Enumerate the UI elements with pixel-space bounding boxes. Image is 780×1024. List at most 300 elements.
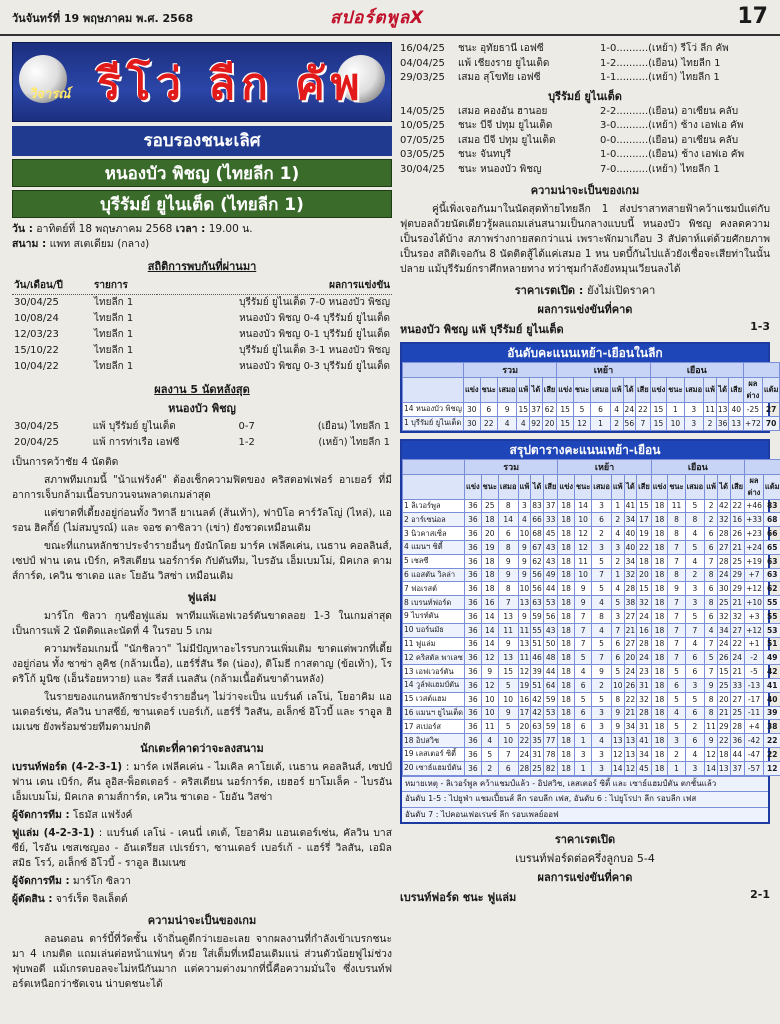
column-header: เสมอ xyxy=(497,378,517,403)
stat-cell: 18 xyxy=(651,706,668,720)
stat-cell: 17 xyxy=(637,513,652,527)
stat-cell: 18 xyxy=(651,651,668,665)
stat-cell: 6 xyxy=(685,665,705,679)
home-lineup-players: มาร์ค เฟลีคเค่น - ไมเคิล คาโยเด้, เนธาน คอลลินส์, เซปป์ ฟาน เดน เบิร์ก, คีน ลูอิส-พ็อตเตอร์ - คริสเตียน นอร์การ์ด, เยฮอร์ ยาโมเล็ค - ไบรอัน เอ็มเบมโม่, มิคเกล ดามส์การ์ด, เควิน ชาเดอ - โยอัน วิสซ่า xyxy=(12,761,392,803)
stat-cell: 43 xyxy=(543,623,558,637)
stat-cell: 7 xyxy=(705,665,718,679)
stat-cell: 4 xyxy=(611,527,624,541)
column-header: แพ้ xyxy=(610,378,623,403)
stat-cell: 6 xyxy=(592,513,612,527)
goal-diff-cell: +7 xyxy=(745,568,764,582)
stat-cell: 2 xyxy=(685,720,705,734)
blank-header xyxy=(743,363,779,378)
referee xyxy=(12,892,392,907)
stat-cell: 25 xyxy=(730,554,745,568)
stat-cell: 9 xyxy=(705,734,718,748)
stat-cell: 31 xyxy=(637,720,652,734)
stat-cell: 2 xyxy=(611,513,624,527)
stat-cell: 4 xyxy=(592,734,612,748)
stat-cell: 8 xyxy=(668,568,685,582)
stat-cell: 18 xyxy=(558,734,575,748)
points-cell: 22 xyxy=(763,734,780,748)
stat-cell: 49 xyxy=(543,568,558,582)
sub-header-row xyxy=(403,378,780,403)
stat-cell: 11 xyxy=(668,499,685,513)
stat-cell: 7 xyxy=(668,554,685,568)
stat-cell: 12 xyxy=(624,761,637,775)
goal-diff-cell: +1 xyxy=(745,637,764,651)
stat-cell: 27 xyxy=(730,623,745,637)
stat-cell: 6 xyxy=(591,403,611,417)
stat-cell: 18 xyxy=(651,734,668,748)
stat-cell: 66 xyxy=(531,513,544,527)
stat-cell: 3 xyxy=(611,540,624,554)
list-item xyxy=(400,163,770,178)
result-match: เสมอ คองอัน ฮานอย xyxy=(458,105,548,117)
stat-cell: 5 xyxy=(573,403,590,417)
result-detail: 3-0..........(เหย้า) ช้าง เอฟเอ คัพ xyxy=(600,120,744,131)
stat-cell: 7 xyxy=(498,747,518,761)
table-row xyxy=(12,311,392,327)
points-cell: 38 xyxy=(763,720,780,734)
stat-cell: 8 xyxy=(705,596,718,610)
stat-cell: 18 xyxy=(558,609,575,623)
group-away: เยือน xyxy=(650,363,743,378)
result-date: 29/03/25 xyxy=(400,72,445,83)
stat-cell: 4 xyxy=(592,623,612,637)
stat-cell: 36 xyxy=(465,596,482,610)
h2h-date: 12/03/23 xyxy=(14,329,59,340)
stat-cell: 18 xyxy=(558,706,575,720)
last5-detail: (เหย้า) ไทยลีก 1 xyxy=(318,437,390,448)
result-detail: 2-2..........(เยือน) อาเซียน คลับ xyxy=(600,105,739,117)
stat-cell: 18 xyxy=(558,747,575,761)
stat-cell: 21 xyxy=(730,665,745,679)
stat-cell: 25 xyxy=(531,761,544,775)
goal-diff-cell: -5 xyxy=(745,665,764,679)
stat-cell: 7 xyxy=(705,554,718,568)
stat-cell: 10 xyxy=(498,692,518,706)
stat-cell: 18 xyxy=(651,761,668,775)
away-manager xyxy=(12,874,392,889)
list-item xyxy=(400,42,770,57)
stat-cell: 24 xyxy=(730,651,745,665)
goal-diff-cell: -17 xyxy=(745,692,764,706)
h2h-date: 15/10/22 xyxy=(14,345,59,356)
stat-cell: 37 xyxy=(730,761,745,775)
match-chance-title: ความน่าจะเป็นของเกม xyxy=(530,184,640,197)
goal-diff-cell: +72 xyxy=(743,416,762,430)
points-cell: 70 xyxy=(762,416,780,430)
banner-title: รีโว่ ลีก คัพ xyxy=(97,59,366,110)
column-header: ได้ xyxy=(531,474,544,499)
stat-cell: 18 xyxy=(651,747,668,761)
stat-cell: 15 xyxy=(650,416,667,430)
h2h-date: 30/04/25 xyxy=(14,297,59,308)
team-name: 17 สเปอร์ส xyxy=(403,720,465,734)
stat-cell: 83 xyxy=(531,499,544,513)
stat-cell: 5 xyxy=(685,609,705,623)
stat-cell: 9 xyxy=(705,678,718,692)
stat-cell: 22 xyxy=(636,403,651,417)
table-row xyxy=(403,499,780,513)
stat-cell: 9 xyxy=(518,568,531,582)
odds-line xyxy=(400,281,770,299)
stat-cell: 21 xyxy=(717,706,730,720)
stat-cell: 20 xyxy=(637,568,652,582)
stat-cell: 18 xyxy=(558,665,575,679)
stat-cell: 9 xyxy=(481,665,498,679)
stat-cell: 59 xyxy=(531,609,544,623)
stat-cell: 24 xyxy=(717,568,730,582)
stat-cell: 18 xyxy=(651,513,668,527)
result-detail: 7-0..........(เหย้า) ไทยลีก 1 xyxy=(600,163,720,175)
result-date: 07/05/25 xyxy=(400,134,445,146)
stat-cell: 2 xyxy=(610,416,623,430)
stat-cell: 42 xyxy=(531,706,544,720)
stat-cell: 32 xyxy=(717,513,730,527)
stat-cell: 36 xyxy=(465,582,482,596)
stat-cell: 30 xyxy=(463,416,480,430)
stat-cell: 5 xyxy=(592,692,612,706)
stat-cell: 3 xyxy=(592,706,612,720)
stat-cell: 53 xyxy=(543,706,558,720)
stat-cell: 13 xyxy=(624,734,637,748)
stat-cell: 27 xyxy=(624,637,637,651)
team-name: 13 เอฟเวอร์ตัน xyxy=(403,665,465,679)
stat-cell: 18 xyxy=(481,554,498,568)
stat-cell: 15 xyxy=(717,665,730,679)
points-cell: 63 xyxy=(763,568,780,582)
stat-cell: 10 xyxy=(667,416,684,430)
stat-cell: 11 xyxy=(518,623,531,637)
table-row xyxy=(403,692,780,706)
predict-line xyxy=(400,320,770,338)
team-name: 6 แอสตัน วิลล่า xyxy=(403,568,465,582)
stat-cell: 13 xyxy=(611,734,624,748)
mini-table-body xyxy=(403,403,780,431)
stat-cell: 36 xyxy=(465,527,482,541)
title-banner xyxy=(12,42,392,122)
stat-cell: 9 xyxy=(668,582,685,596)
stat-cell: 22 xyxy=(730,637,745,651)
stat-cell: 62 xyxy=(531,554,544,568)
team-name: 5 เชลซี xyxy=(403,554,465,568)
stat-cell: 18 xyxy=(558,623,575,637)
team-name: 1 บุรีรัมย์ ยูไนเต็ด xyxy=(403,416,464,430)
column-header: ชนะ xyxy=(575,474,592,499)
h2h-col-event: รายการ xyxy=(92,277,157,295)
stat-cell: 36 xyxy=(465,678,482,692)
stat-cell: 5 xyxy=(668,692,685,706)
stat-cell: 33 xyxy=(730,678,745,692)
column-header: แข่ง xyxy=(558,474,575,499)
result-detail: 1-2..........(เยือน) ไทยลีก 1 xyxy=(600,57,721,69)
table-row xyxy=(12,295,392,312)
stat-cell: 36 xyxy=(465,747,482,761)
stat-cell: 7 xyxy=(668,623,685,637)
standings-note: อันดับ 7 : ไปคอนเฟอเรนซ์ ลีก รอบเพลย์ออฟ xyxy=(402,807,768,823)
points-cell: 42 xyxy=(763,665,780,679)
stat-cell: 25 xyxy=(481,499,498,513)
stat-cell: 2 xyxy=(592,527,612,541)
standings-table xyxy=(402,459,780,776)
stat-cell: 63 xyxy=(531,720,544,734)
referee-name: จาร์เร็ด จิลเล็ตต์ xyxy=(55,893,128,905)
stat-cell: 24 xyxy=(518,747,531,761)
column-header: เสีย xyxy=(542,378,557,403)
stat-cell: 20 xyxy=(481,527,498,541)
stat-cell: 45 xyxy=(637,761,652,775)
stat-cell: 14 xyxy=(481,623,498,637)
team-name: 12 คริสตัล พาเลซ xyxy=(403,651,465,665)
stat-cell: 19 xyxy=(481,540,498,554)
points-cell: 51 xyxy=(763,637,780,651)
standings-title: สรุปตารางคะแนนเหย้า-เยือน xyxy=(402,441,768,459)
stat-cell: 19 xyxy=(637,527,652,541)
table-row xyxy=(403,568,780,582)
h2h-result: หนองบัว พิชญ 0-3 บุรีรัมย์ ยูไนเต็ด xyxy=(239,361,390,372)
home-team-bar: หนองบัว พิชญ (ไทยลีก 1) xyxy=(12,159,392,187)
result-match: เสมอ บีจี ปทุม ยูไนเต็ด xyxy=(458,134,556,146)
stat-cell: 50 xyxy=(543,637,558,651)
group-total: รวม xyxy=(465,459,558,474)
stat-cell: 18 xyxy=(651,527,668,541)
stat-cell: 51 xyxy=(531,637,544,651)
stat-cell: 5 xyxy=(668,665,685,679)
stat-cell: 13 xyxy=(624,747,637,761)
stat-cell: 40 xyxy=(624,540,637,554)
points-cell: 68 xyxy=(763,513,780,527)
stat-cell: 4 xyxy=(668,706,685,720)
stat-cell: 31 xyxy=(637,678,652,692)
goal-diff-cell: -47 xyxy=(745,747,764,761)
stat-cell: 6 xyxy=(498,761,518,775)
last5-date: 30/04/25 xyxy=(14,421,59,432)
stat-cell: 30 xyxy=(463,403,480,417)
column-header: ได้ xyxy=(717,474,730,499)
bottom-odds-head: ราคาเรตเปิด xyxy=(554,833,616,847)
away-lineup: ฟูแล่ม (4-2-3-1) : แบร์นด์ เลโน่ - เคนนี่ เตเต้, โยอาคิม แอนเดอร์เซ่น, คัลวิน บาสซีย์, ไรอัน เซสเซญอง - อันเดรียส เปเรย์รา, ซานเดอร์ เบอร์เก้ - แฮร์รี่ วิลสัน, เอมิล สมิธ โรว์, อเล็กซ์ อิโวบี้ - ราอูล ฮิเมเนซ xyxy=(12,827,392,869)
goal-diff-cell: +3 xyxy=(745,609,764,623)
team-name: 14 หนองบัว พิชญ xyxy=(403,403,464,417)
last5-title: ผลงาน 5 นัดหลังสุด xyxy=(154,383,250,396)
bottom-predict-line xyxy=(400,888,770,906)
stat-cell: 38 xyxy=(624,596,637,610)
stat-cell: 8 xyxy=(498,540,518,554)
list-item xyxy=(400,148,770,163)
table-row xyxy=(403,513,780,527)
column-header: ชนะ xyxy=(667,378,684,403)
column-header: แพ้ xyxy=(517,378,530,403)
column-header: แต้ม xyxy=(763,474,780,499)
team-name: 11 ฟูแล่ม xyxy=(403,637,465,651)
stat-cell: 18 xyxy=(558,499,575,513)
stat-cell: 25 xyxy=(717,678,730,692)
stat-cell: 36 xyxy=(465,554,482,568)
stat-cell: 7 xyxy=(592,651,612,665)
stat-cell: 2 xyxy=(705,513,718,527)
column-header: เสีย xyxy=(543,474,558,499)
stat-cell: 36 xyxy=(465,692,482,706)
column-header: เสมอ xyxy=(498,474,518,499)
stat-cell: 36 xyxy=(465,513,482,527)
stat-cell: 32 xyxy=(717,609,730,623)
column-header: เสมอ xyxy=(591,378,611,403)
stat-cell: 36 xyxy=(465,706,482,720)
team-name: 4 แมนฯ ซิตี้ xyxy=(403,540,465,554)
stat-cell: 3 xyxy=(575,747,592,761)
stat-cell: 56 xyxy=(543,609,558,623)
stat-cell: 6 xyxy=(575,678,592,692)
stat-cell: 25 xyxy=(730,706,745,720)
stat-cell: 1 xyxy=(611,499,624,513)
stat-cell: 8 xyxy=(705,568,718,582)
stat-cell: 46 xyxy=(531,651,544,665)
team-name: 2 อาร์เซน่อล xyxy=(403,513,465,527)
stat-cell: 44 xyxy=(543,582,558,596)
column-header: แพ้ xyxy=(704,378,717,403)
stat-cell: 18 xyxy=(558,651,575,665)
result-date: 10/05/25 xyxy=(400,120,445,131)
stat-cell: 14 xyxy=(611,761,624,775)
stat-cell: 36 xyxy=(465,665,482,679)
points-cell: 65 xyxy=(763,540,780,554)
column-header: แต้ม xyxy=(762,378,780,403)
team-name: 3 นิวคาสเซิ่ล xyxy=(403,527,465,541)
stat-cell: 13 xyxy=(717,761,730,775)
table-row xyxy=(403,416,780,430)
time-value: 19.00 น. xyxy=(208,223,253,235)
stat-cell: 30 xyxy=(717,582,730,596)
stat-cell: 34 xyxy=(637,747,652,761)
stat-cell: 29 xyxy=(730,568,745,582)
goal-diff-cell: -11 xyxy=(745,706,764,720)
stat-cell: 82 xyxy=(543,761,558,775)
stat-cell: 18 xyxy=(651,623,668,637)
stat-cell: 33 xyxy=(543,513,558,527)
stat-cell: 12 xyxy=(573,416,590,430)
table-row xyxy=(403,747,780,761)
stat-cell: 4 xyxy=(497,416,517,430)
table-row xyxy=(403,596,780,610)
manager-label: ผู้จัดการทีม : xyxy=(12,809,70,821)
league-mini-table xyxy=(400,342,779,433)
table-row xyxy=(403,582,780,596)
stat-cell: 5 xyxy=(575,651,592,665)
stat-cell: 11 xyxy=(498,623,518,637)
stat-cell: 6 xyxy=(705,540,718,554)
column-header: ชนะ xyxy=(480,378,497,403)
stat-cell: 2 xyxy=(705,499,718,513)
column-header: เสมอ xyxy=(685,474,705,499)
issue-date: วันจันทร์ที่ 19 พฤษภาคม พ.ศ. 2568 xyxy=(12,12,194,25)
stat-cell: 15 xyxy=(650,403,667,417)
column-header: ชนะ xyxy=(481,474,498,499)
points-cell: 66 xyxy=(763,527,780,541)
h2h-table xyxy=(12,277,392,375)
stat-cell: 6 xyxy=(480,403,497,417)
stat-cell: 1 xyxy=(668,761,685,775)
away-last5-team: บุรีรัมย์ ยูไนเต็ด xyxy=(548,89,622,103)
stat-cell: 32 xyxy=(624,568,637,582)
stat-cell: 8 xyxy=(668,513,685,527)
h2h-event: ไทยลีก 1 xyxy=(94,297,134,308)
stat-cell: 7 xyxy=(668,596,685,610)
stat-cell: 5 xyxy=(575,692,592,706)
stat-cell: 14 xyxy=(481,609,498,623)
team-name: 18 อิปสวิช xyxy=(403,734,465,748)
stat-cell: 4 xyxy=(611,582,624,596)
stat-cell: 36 xyxy=(465,540,482,554)
stat-cell: 11 xyxy=(704,403,717,417)
stat-cell: 9 xyxy=(611,706,624,720)
h2h-date: 10/04/22 xyxy=(14,361,59,372)
stat-cell: 42 xyxy=(717,499,730,513)
stat-cell: 22 xyxy=(717,734,730,748)
stat-cell: 48 xyxy=(543,651,558,665)
stat-cell: 12 xyxy=(518,665,531,679)
stat-cell: 7 xyxy=(611,623,624,637)
stat-cell: 16 xyxy=(730,513,745,527)
stat-cell: 2 xyxy=(668,747,685,761)
stat-cell: 18 xyxy=(558,720,575,734)
stat-cell: 19 xyxy=(518,678,531,692)
stat-cell: 56 xyxy=(623,416,636,430)
table-row xyxy=(12,359,392,375)
referee-label: ผู้ตัดสิน : xyxy=(12,893,53,905)
stat-cell: 3 xyxy=(685,678,705,692)
table-row xyxy=(403,527,780,541)
stat-cell: 53 xyxy=(543,596,558,610)
stat-cell: 1 xyxy=(667,403,684,417)
stat-cell: 34 xyxy=(717,623,730,637)
points-cell: 55 xyxy=(763,596,780,610)
table-row xyxy=(403,720,780,734)
stat-cell: 40 xyxy=(729,403,744,417)
result-date: 30/04/25 xyxy=(400,163,445,175)
result-date: 14/05/25 xyxy=(400,105,445,117)
away-lineup-team: ฟูแล่ม (4-2-3-1) xyxy=(12,827,95,839)
stat-cell: 8 xyxy=(705,706,718,720)
h2h-result: หนองบัว พิชญ 0-4 บุรีรัมย์ ยูไนเต็ด xyxy=(239,313,390,324)
h2h-event: ไทยลีก 1 xyxy=(94,361,134,372)
stat-cell: 5 xyxy=(481,747,498,761)
table-row xyxy=(403,554,780,568)
stat-cell: 16 xyxy=(637,623,652,637)
stat-cell: 29 xyxy=(717,720,730,734)
stat-cell: 18 xyxy=(558,692,575,706)
stat-cell: 7 xyxy=(575,623,592,637)
stat-cell: 24 xyxy=(624,665,637,679)
stat-cell: 3 xyxy=(592,761,612,775)
stat-cell: 6 xyxy=(705,527,718,541)
stat-cell: 18 xyxy=(558,761,575,775)
standings-body xyxy=(403,499,780,775)
last5-match: แพ้ การท่าเรือ เอฟซี xyxy=(92,437,180,448)
stat-cell: 11 xyxy=(481,720,498,734)
stat-cell: 18 xyxy=(651,637,668,651)
h2h-col-date: วัน/เดือน/ปี xyxy=(12,277,92,295)
h2h-title: สถิติการพบกันที่ผ่านมา xyxy=(147,260,257,273)
match-chance-text: คู่นี้เพิ่งเจอกันมาในนัดสุดท้ายไทยลีก 1 ส่งปราสาทสายฟ้าคว้าแชมป์แต่กับฟุตบอลถ้วยนัดเดียวรู้ผลแถมเล่นสนามเป็นกลางแบบนี้ หนองบัว พิชญ คงลดความเป็นรองได้บ้าง สภาพร่างกายสดกว่าแน่ เพราะพักมาเกือบ 3 สัปดาห์แต่ด้วยศักยภาพเป็นรอง สถิติเจอกัน 8 นัดติดสู้ได้แค่เสมอ 1 หน บดบี้กันไปแล้วยังเชื่อจะเสียท่าในนั้นปลาย แม้บุรีรัมย์กราศึกหลายทาง ทว่าชุมกำลังยังหมุนเวียนลงได้ xyxy=(400,203,770,275)
blank-header xyxy=(403,378,464,403)
home-manager xyxy=(12,808,392,823)
stat-cell: 10 xyxy=(518,582,531,596)
points-cell: 40 xyxy=(763,692,780,706)
stat-cell: 6 xyxy=(498,527,518,541)
table-row xyxy=(403,403,780,417)
